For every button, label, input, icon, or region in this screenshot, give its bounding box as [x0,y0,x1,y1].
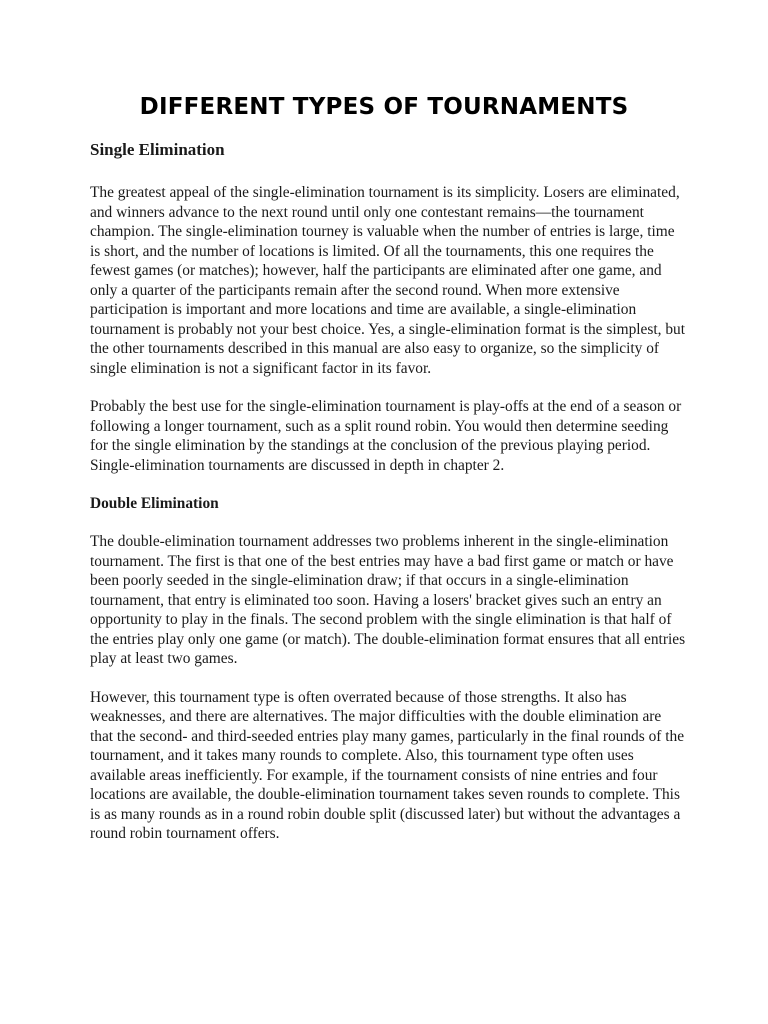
section-double-elimination [90,494,686,844]
paragraph: The double-elimination tournament addresses two problems inherent in the single-elimination tournament. The first is that one of the best entries may have a bad first game or match or have been poorly seeded in the single-elimination draw; if that occurs in a single-elimination tournament, that entry is eliminated too soon. Having a losers' bracket gives such an entry an opportunity to play in the finals. The second problem with the single elimination is that half of the entries play only one game (or match). The double-elimination format ensures that all entries play at least two games. [90,533,686,667]
paragraph: Probably the best use for the single-elimination tournament is play-offs at the end of a season or following a longer tournament, such as a split round robin. You would then determine seeding for the single elimination by the standings at the conclusion of the previous playing period. Single-elimination tournaments are discussed in depth in chapter 2. [90,398,682,474]
paragraph: The greatest appeal of the single-elimination tournament is its simplicity. Losers are eliminated, and winners advance to the next round until only one contestant remains—the tournament champion. The single-elimination tourney is valuable when the number of entries is large, time is short, and the number of locations is limited. Of all the tournaments, this one requires the fewest games (or matches); however, half the participants are eliminated after one game, and only a quarter of the participants remain after the second round. When more extensive participation is important and more locations and time are available, a single-elimination tournament is probably not your best choice. Yes, a single-elimination format is the simplest, but the other tournaments described in this manual are also easy to organize, so the simplicity of single elimination is not a significant factor in its favor. [90,184,686,377]
section-single-elimination [90,140,686,475]
document-body [90,140,686,863]
paragraph: However, this tournament type is often overrated because of those strengths. It also has weaknesses, and there are alternatives. The major difficulties with the double elimination are that the second- and third-seeded entries play many games, particularly in the final rounds of the tournament, and it takes many rounds to complete. Also, this tournament type often uses available areas inefficiently. For example, if the tournament consists of nine entries and four locations are available, the double-elimination tournament takes seven rounds to complete. This is as many rounds as in a round robin double split (discussed later) but without the advantages a round robin tournament offers. [90,688,685,842]
section-heading: Single Elimination [90,140,225,159]
document-title: DIFFERENT TYPES OF TOURNAMENTS [139,94,629,120]
section-heading: Double Elimination [90,495,219,512]
